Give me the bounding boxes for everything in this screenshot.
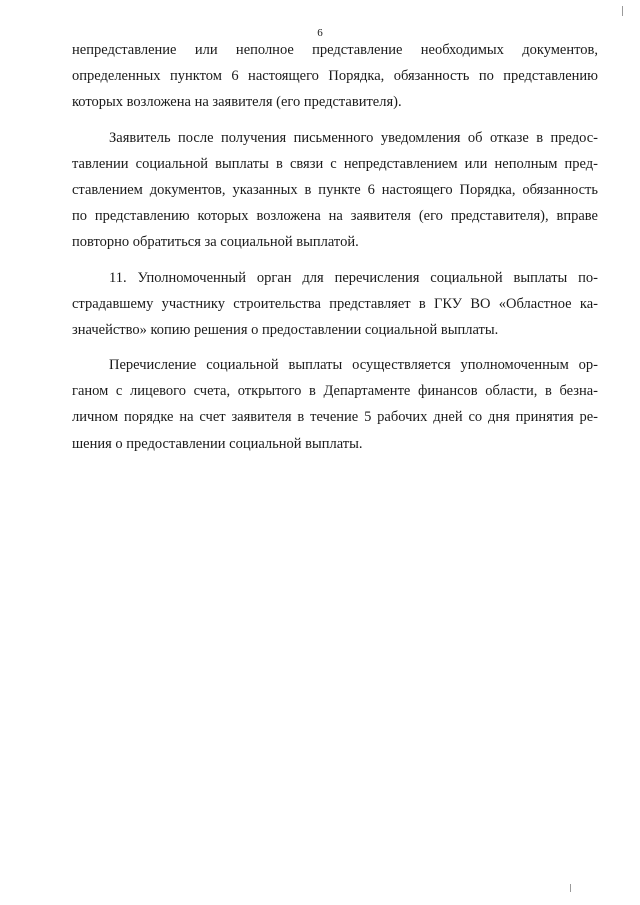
paragraph-spacer (72, 343, 598, 352)
paragraph-reapplication (72, 125, 598, 256)
paragraph-payment-transfer (72, 352, 598, 457)
paragraph-continuation (72, 37, 598, 116)
paragraph-spacer (72, 116, 598, 125)
document-body (72, 37, 598, 457)
text-line: тавлении социальной выплаты в связи с непредставлением или неполным пред- (72, 155, 598, 172)
text-line: которых возложена на заявителя (его представителя). (72, 94, 402, 111)
scan-mark (570, 884, 571, 892)
text-line: личном порядке на счет заявителя в течение 5 рабочих дней со дня принятия ре- (72, 409, 598, 426)
paragraph-spacer (72, 256, 598, 265)
text-line: Перечисление социальной выплаты осуществляется уполномоченным ор- (109, 357, 598, 374)
page-number: 6 (317, 27, 323, 39)
text-line: шения о предоставлении социальной выплаты. (72, 435, 363, 452)
paragraph-item-11 (72, 265, 598, 344)
text-line: значейство» копию решения о предоставлении социальной выплаты. (72, 321, 499, 338)
text-line: Заявитель после получения письменного уведомления об отказе в предос- (109, 129, 598, 146)
text-line: непредставление или неполное представление необходимых документов, (72, 42, 598, 58)
text-line: 11. Уполномоченный орган для перечисления социальной выплаты по- (109, 269, 598, 286)
text-line: по представлению которых возложена на заявителя (его представителя), вправе (72, 208, 598, 225)
text-line: страдавшему участнику строительства представляет в ГКУ ВО «Областное ка- (72, 295, 598, 312)
scan-mark (622, 6, 623, 16)
text-line: ставлением документов, указанных в пункте 6 настоящего Порядка, обязанность (72, 181, 598, 198)
text-line: определенных пунктом 6 настоящего Порядка, обязанность по представлению (72, 68, 598, 85)
text-line: повторно обратиться за социальной выплатой. (72, 234, 359, 251)
text-line: ганом с лицевого счета, открытого в Департаменте финансов области, в безна- (72, 383, 598, 400)
